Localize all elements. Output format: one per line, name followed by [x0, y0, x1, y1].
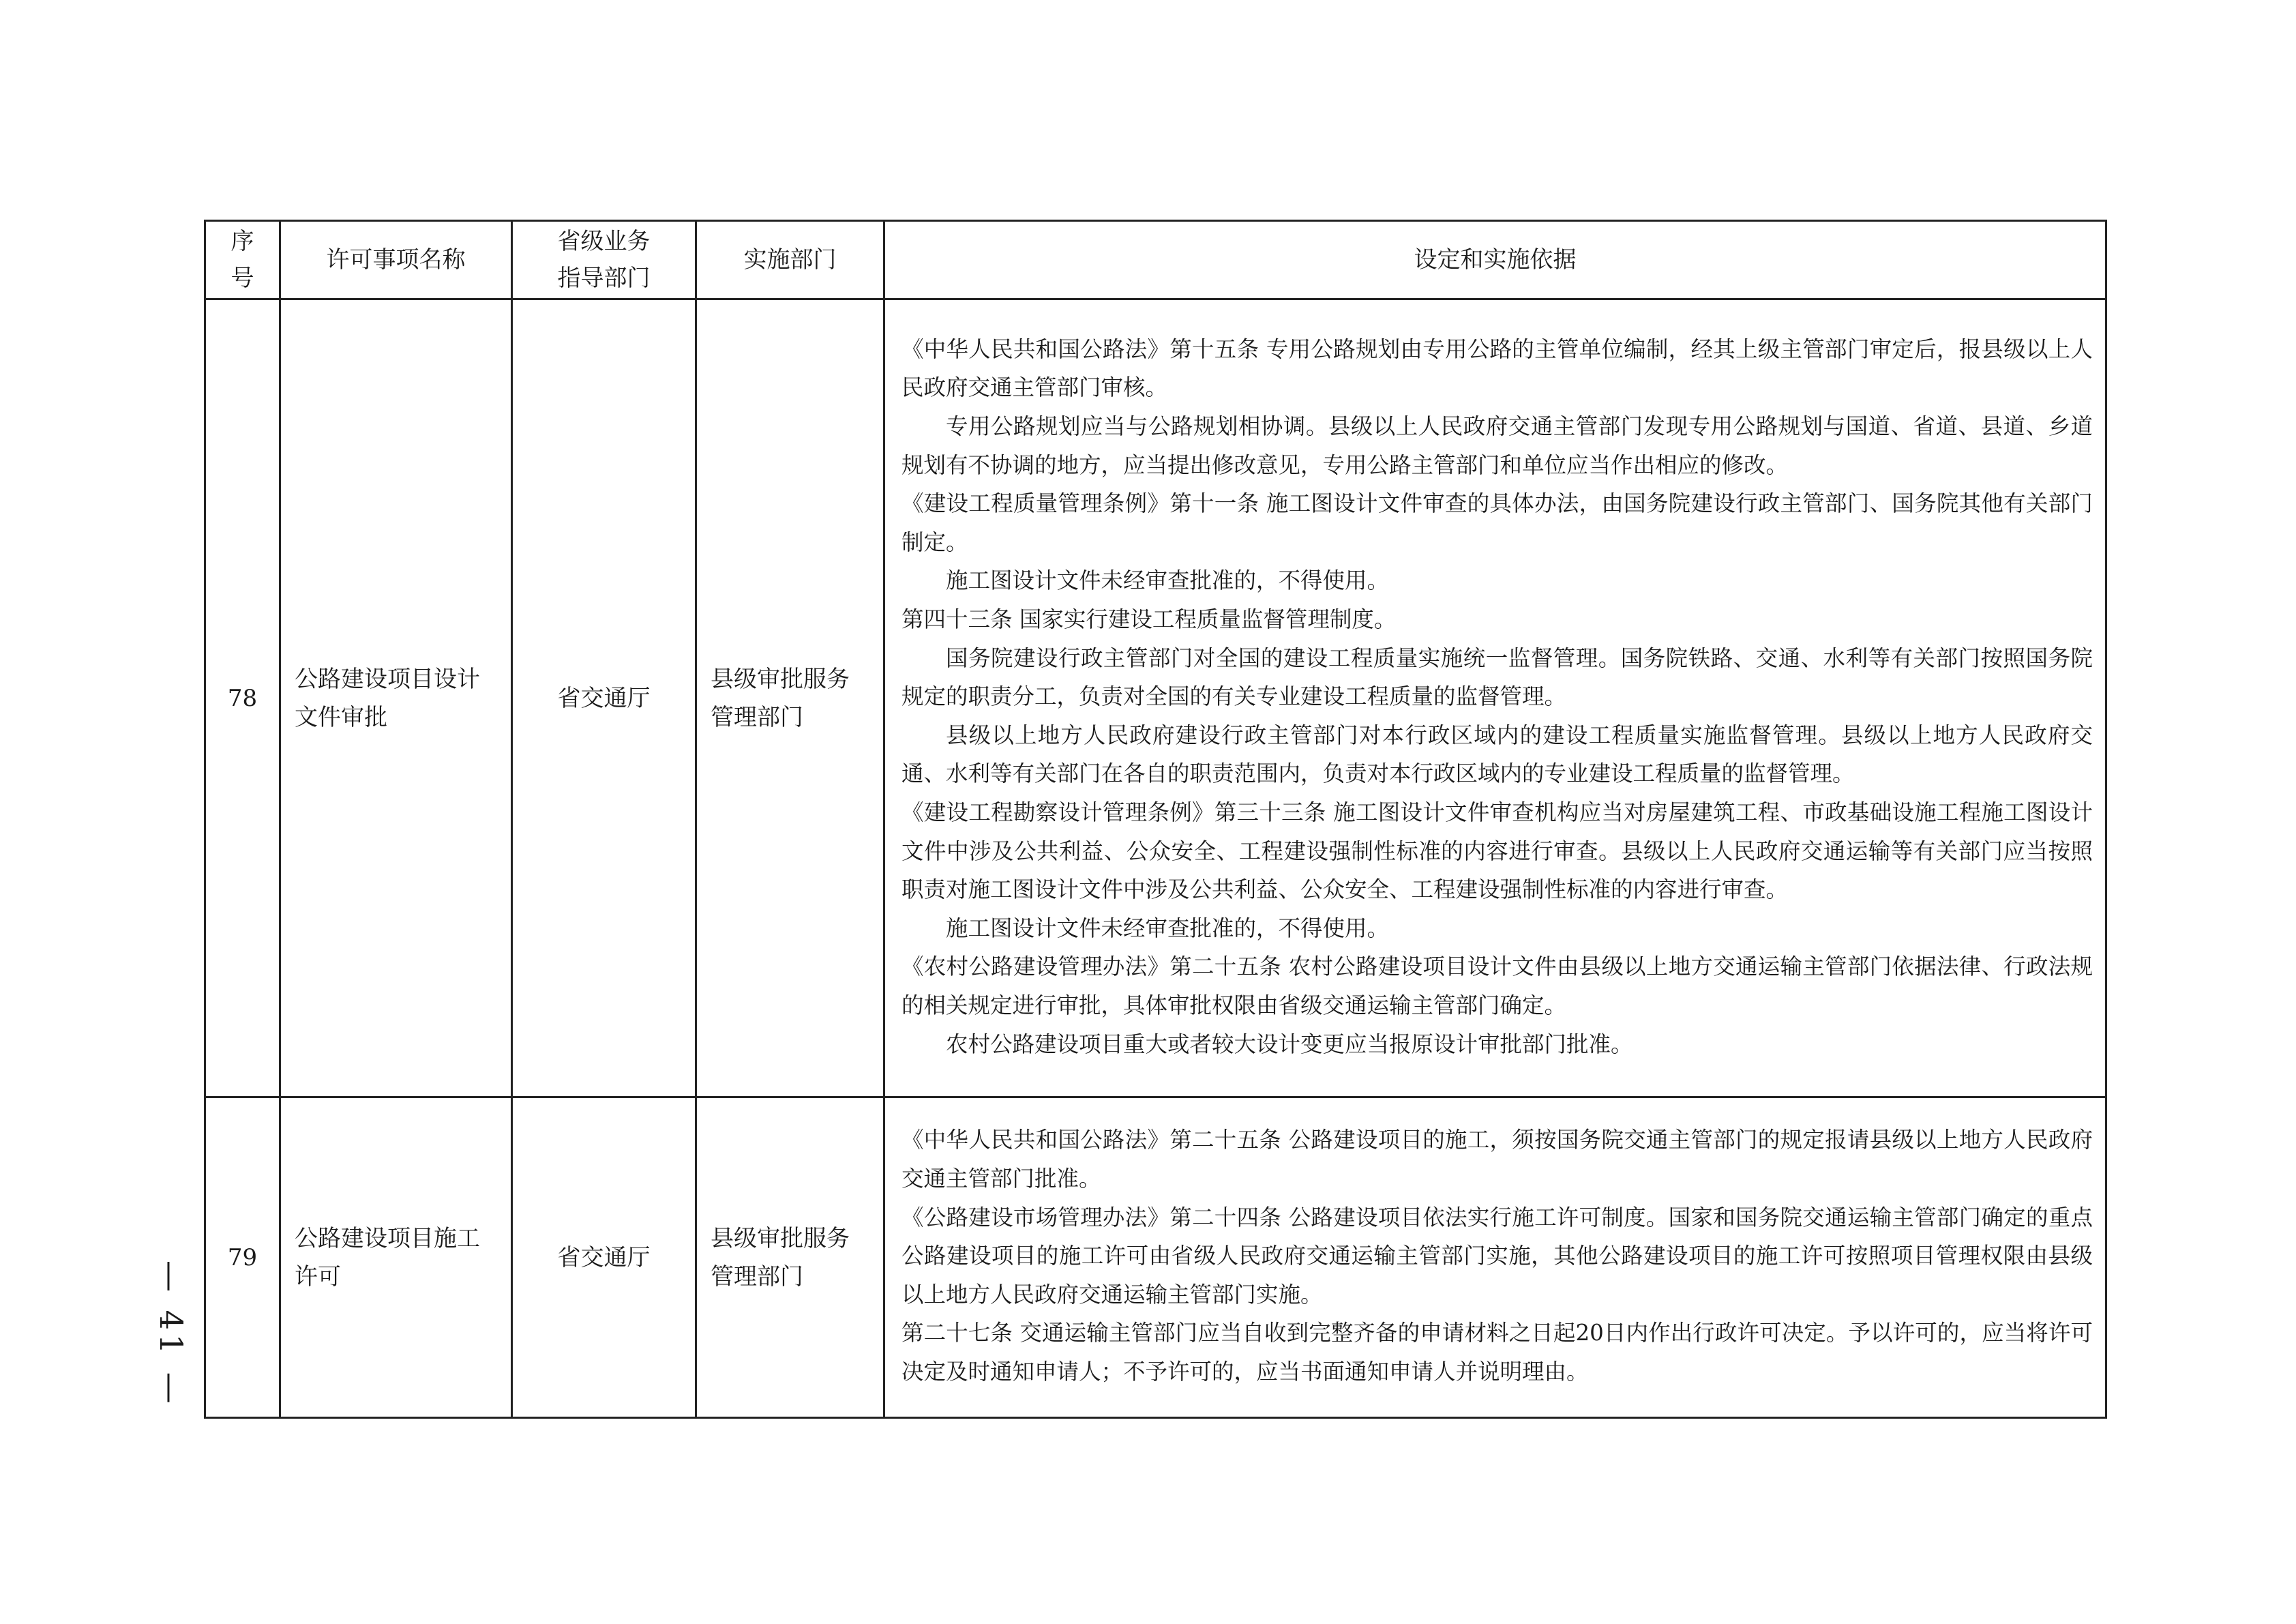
header-seq: 序号	[205, 221, 280, 299]
basis-paragraph: 《建设工程勘察设计管理条例》第三十三条 施工图设计文件审查机构应当对房屋建筑工程、市政基础设施工程施工图设计文件中涉及公共利益、公众安全、工程建设强制性标准的内容进行审查。县级以上人民政府交通运输等有关部门应当按照职责对施工图设计文件中涉及公共利益、公众安全、工程建设强制性标准的内容进行审查。	[901, 799, 2093, 903]
header-impl-dept: 实施部门	[696, 221, 884, 299]
row-permit-name: 公路建设项目施工许可	[280, 1097, 512, 1418]
basis-paragraph: 专用公路规划应当与公路规划相协调。县级以上人民政府交通主管部门发现专用公路规划与国道、省道、县道、乡道规划有不协调的地方，应当提出修改意见，专用公路主管部门和单位应当作出相应的修改。	[901, 413, 2093, 478]
row-seq: 79	[205, 1097, 280, 1418]
basis-paragraph: 施工图设计文件未经审查批准的，不得使用。	[946, 915, 1390, 941]
basis-paragraph: 第二十七条 交通运输主管部门应当自收到完整齐备的申请材料之日起20日内作出行政许可决定。予以许可的，应当将许可决定及时通知申请人；不予许可的，应当书面通知申请人并说明理由。	[901, 1320, 2093, 1385]
row-province-dept: 省交通厅	[512, 299, 696, 1097]
header-basis: 设定和实施依据	[884, 221, 2106, 299]
row-basis	[884, 1097, 2106, 1418]
header-name: 许可事项名称	[280, 221, 512, 299]
basis-paragraph: 《建设工程质量管理条例》第十一条 施工图设计文件审查的具体办法，由国务院建设行政主管部门、国务院其他有关部门制定。	[901, 490, 2093, 555]
row-seq: 78	[205, 299, 280, 1097]
basis-paragraph: 《中华人民共和国公路法》第十五条 专用公路规划由专用公路的主管单位编制，经其上级主管部门审定后，报县级以上人民政府交通主管部门审核。	[901, 336, 2093, 401]
basis-paragraph: 农村公路建设项目重大或者较大设计变更应当报原设计审批部门批准。	[946, 1031, 1633, 1057]
basis-paragraph: 《中华人民共和国公路法》第二十五条 公路建设项目的施工，须按国务院交通主管部门的规定报请县级以上地方人民政府交通主管部门批准。	[901, 1127, 2093, 1192]
table-row	[205, 299, 2106, 1097]
basis-paragraph: 县级以上地方人民政府建设行政主管部门对本行政区域内的建设工程质量实施监督管理。县级以上地方人民政府交通、水利等有关部门在各自的职责范围内，负责对本行政区域内的专业建设工程质量的监督管理。	[901, 722, 2093, 787]
page-number: — 41 —	[153, 1260, 190, 1408]
row-basis	[884, 299, 2106, 1097]
basis-paragraph: 《公路建设市场管理办法》第二十四条 公路建设项目依法实行施工许可制度。国家和国务院交通运输主管部门确定的重点公路建设项目的施工许可由省级人民政府交通运输主管部门实施，其他公路建设项目的施工许可按照项目管理权限由县级以上地方人民政府交通运输主管部门实施。	[901, 1204, 2093, 1308]
row-impl-dept: 县级审批服务管理部门	[696, 1097, 884, 1418]
basis-paragraph: 第四十三条 国家实行建设工程质量监督管理制度。	[901, 606, 1397, 633]
row-impl-dept: 县级审批服务管理部门	[696, 299, 884, 1097]
row-permit-name: 公路建设项目设计文件审批	[280, 299, 512, 1097]
table-row	[205, 1097, 2106, 1418]
table-header-row	[205, 221, 2106, 299]
basis-paragraph: 国务院建设行政主管部门对全国的建设工程质量实施统一监督管理。国务院铁路、交通、水利等有关部门按照国务院规定的职责分工，负责对全国的有关专业建设工程质量的监督管理。	[901, 645, 2093, 710]
permit-table	[204, 220, 2107, 1419]
row-province-dept: 省交通厅	[512, 1097, 696, 1418]
basis-paragraph: 《农村公路建设管理办法》第二十五条 农村公路建设项目设计文件由县级以上地方交通运输主管部门依据法律、行政法规的相关规定进行审批，具体审批权限由省级交通运输主管部门确定。	[901, 954, 2093, 1018]
basis-paragraph: 施工图设计文件未经审查批准的，不得使用。	[946, 567, 1390, 594]
header-province-dept: 省级业务指导部门	[512, 221, 696, 299]
